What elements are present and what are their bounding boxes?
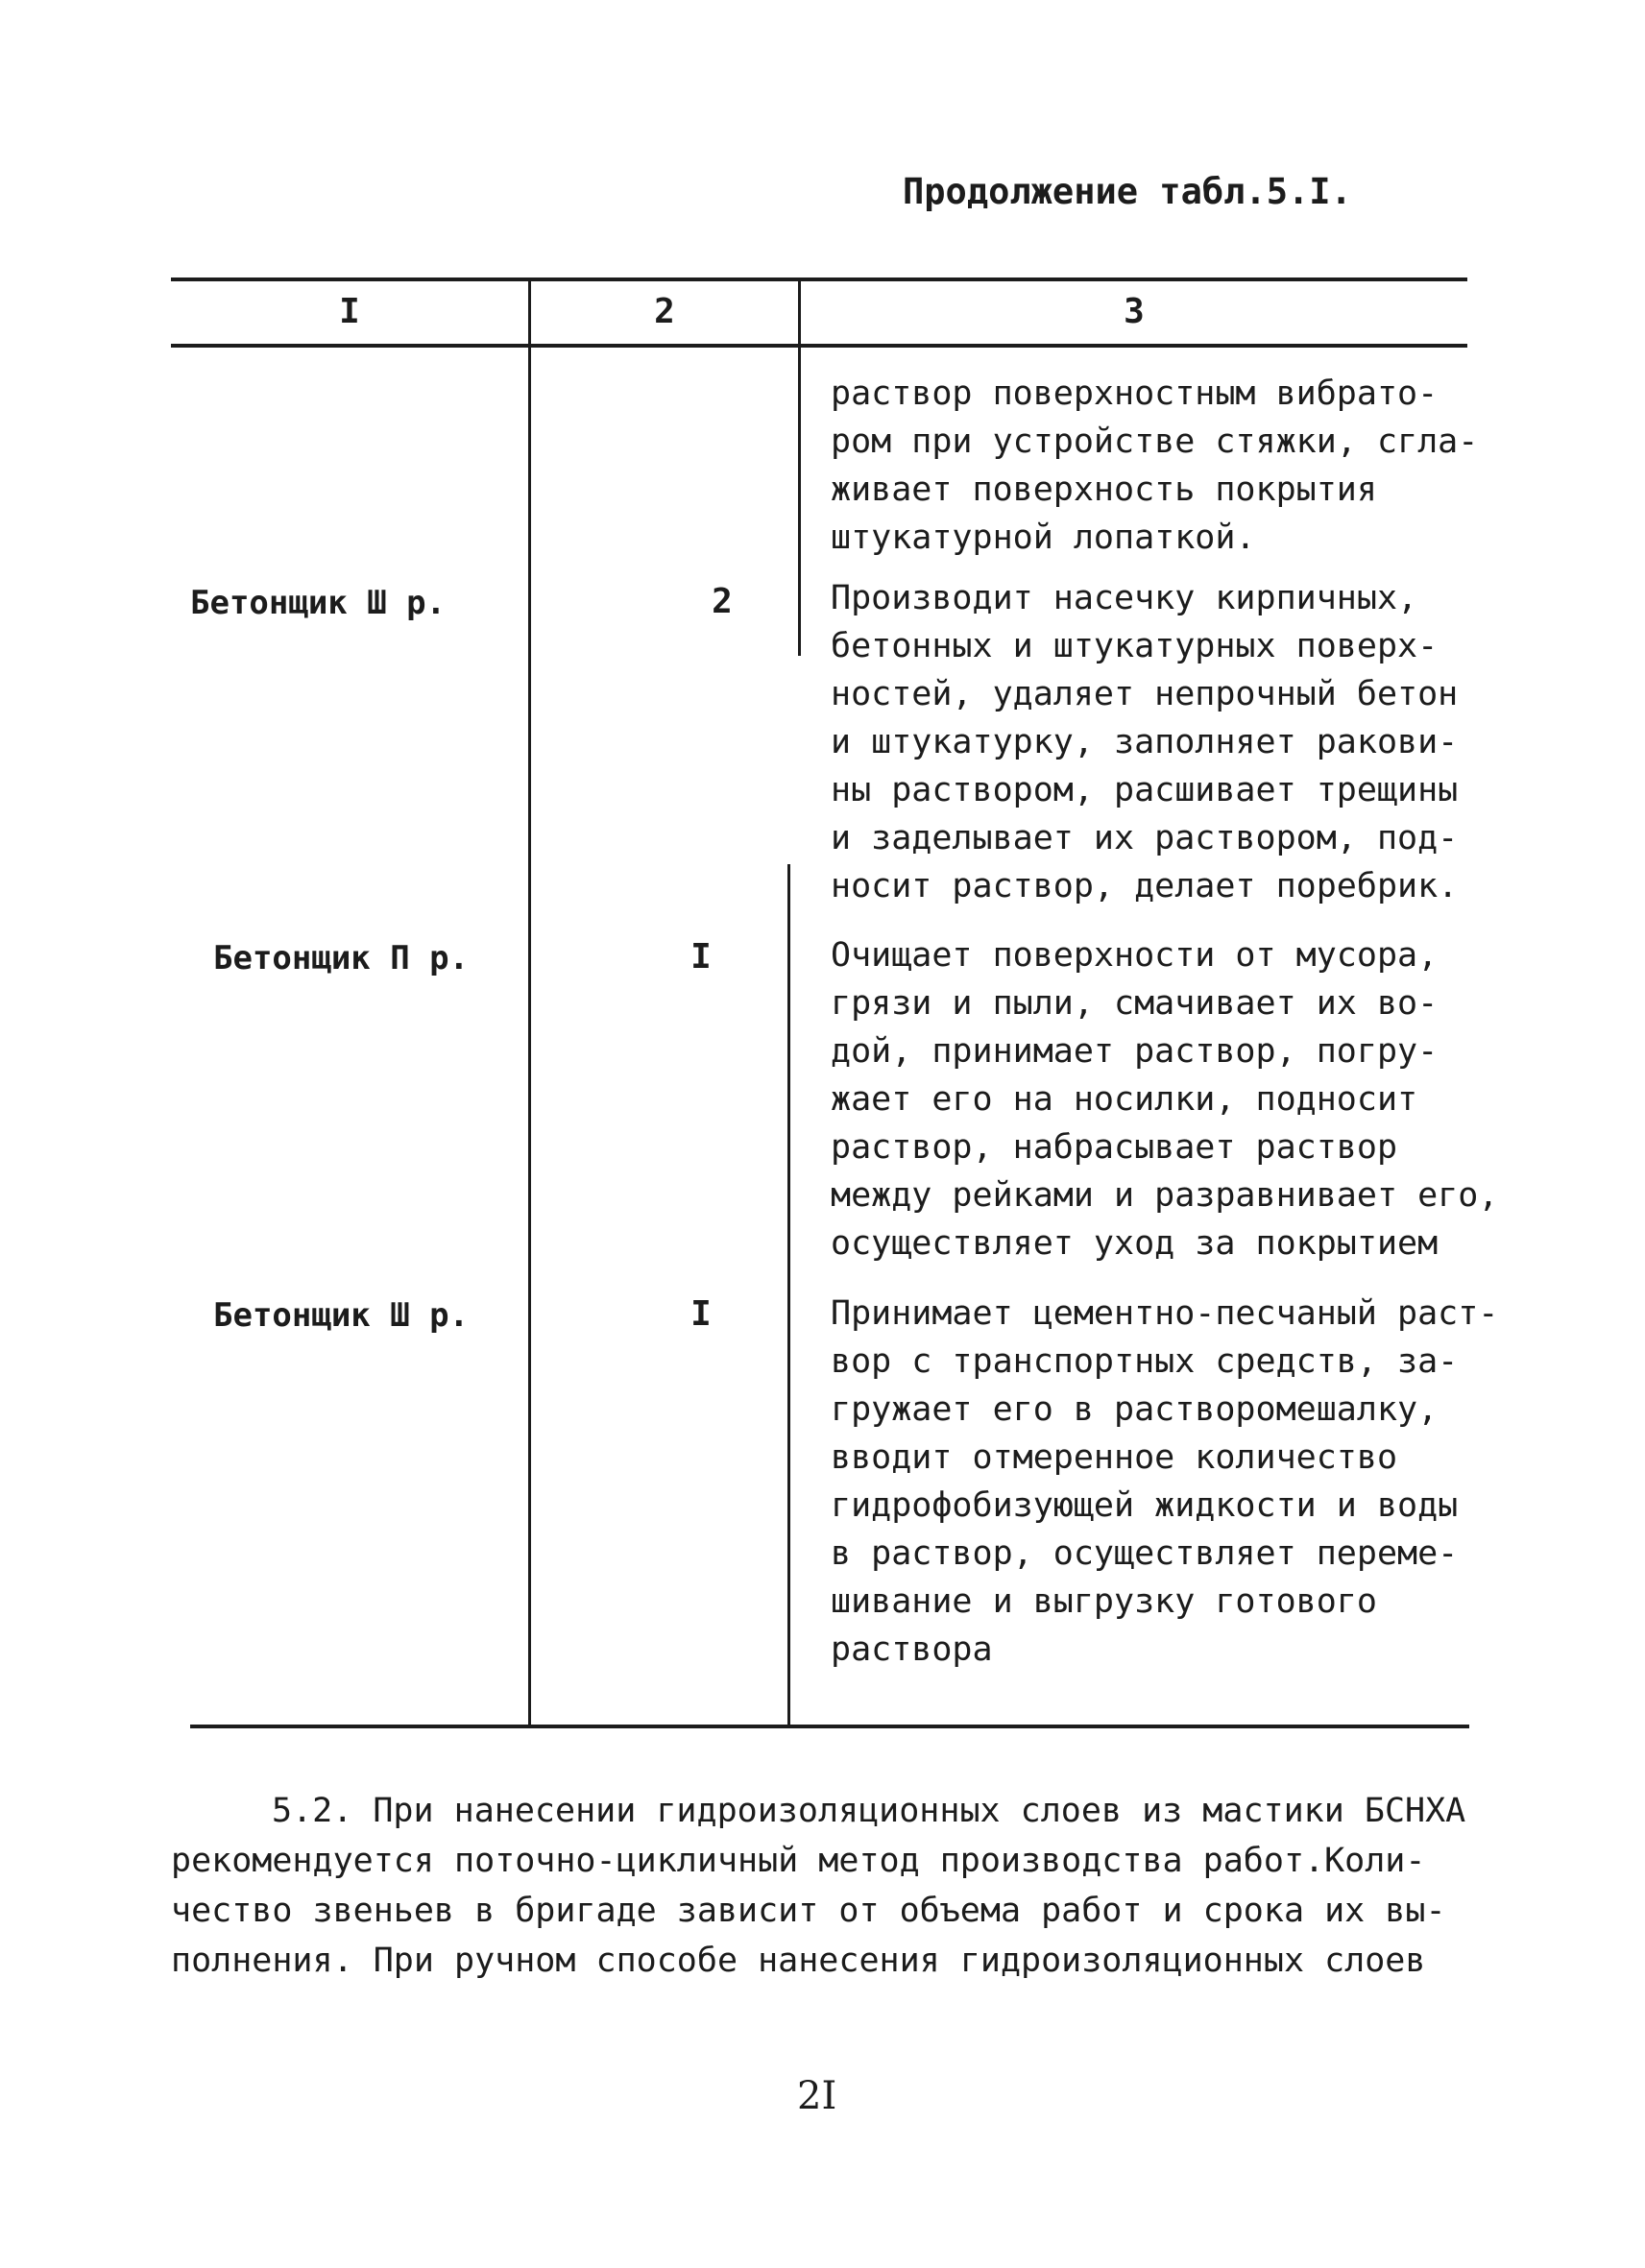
row-0-description	[831, 370, 1478, 562]
header-col-1: I	[339, 292, 360, 331]
row-2-line-0: Очищает поверхности от мусора,	[831, 936, 1439, 975]
table-bottom-rule	[190, 1725, 1469, 1728]
table-caption: Продолжение табл.5.I.	[903, 171, 1352, 212]
row-3-role: Бетонщик Ш р.	[213, 1296, 470, 1335]
row-1-line-2: ностей, удаляет непрочный бетон	[831, 675, 1459, 713]
row-2-description	[831, 931, 1498, 1267]
row-1-description	[831, 574, 1458, 910]
row-1-line-6: носит раствор, делает поребрик.	[831, 867, 1459, 905]
column-divider-2-bottom	[787, 864, 790, 1726]
row-3-line-5: в раствор, осуществляет переме-	[831, 1534, 1459, 1573]
paragraph-line-1: рекомендуется поточно-цикличный метод производства работ.Коли-	[171, 1842, 1426, 1880]
row-3-line-7: раствора	[831, 1630, 993, 1669]
row-3-line-2: гружает его в растворомешалку,	[831, 1390, 1439, 1429]
row-2-line-1: грязи и пыли, смачивает их во-	[831, 984, 1439, 1023]
row-1-line-3: и штукатурку, заполняет ракови-	[831, 723, 1459, 761]
row-3-count: I	[690, 1294, 712, 1334]
header-col-3: 3	[1124, 292, 1145, 331]
row-0-line-1: ром при устройстве стяжки, сгла-	[831, 422, 1479, 461]
row-3-description	[831, 1290, 1498, 1674]
column-divider-1	[528, 281, 531, 1726]
table-top-rule	[171, 277, 1467, 281]
table-header-rule	[171, 344, 1467, 348]
row-0-line-3: штукатурной лопаткой.	[831, 519, 1256, 557]
row-3-line-1: вор с транспортных средств, за-	[831, 1342, 1459, 1381]
row-0-line-0: раствор поверхностным вибрато-	[831, 374, 1439, 413]
paragraph-line-3: полнения. При ручном способе нанесения гидроизоляционных слоев	[171, 1942, 1426, 1980]
row-3-line-4: гидрофобизующей жидкости и воды	[831, 1486, 1459, 1525]
row-3-line-3: вводит отмеренное количество	[831, 1438, 1398, 1477]
row-1-line-4: ны раствором, расшивает трещины	[831, 771, 1459, 809]
paragraph-line-2: чество звеньев в бригаде зависит от объема работ и срока их вы-	[171, 1892, 1446, 1930]
row-1-count: 2	[712, 582, 733, 621]
row-1-line-1: бетонных и штукатурных поверх-	[831, 627, 1439, 665]
column-divider-2-top	[798, 281, 801, 656]
row-3-line-0: Принимает цементно-песчаный раст-	[831, 1294, 1499, 1333]
row-1-role: Бетонщик Ш р.	[190, 584, 447, 622]
row-2-role: Бетонщик П р.	[213, 939, 470, 977]
header-col-2: 2	[654, 292, 675, 331]
row-2-line-4: раствор, набрасывает раствор	[831, 1128, 1398, 1167]
row-2-line-5: между рейками и разравнивает его,	[831, 1176, 1499, 1215]
row-0-line-2: живает поверхность покрытия	[831, 470, 1377, 509]
paragraph-line-0: 5.2. При нанесении гидроизоляционных слоев из мастики БСНХА	[272, 1792, 1466, 1830]
body-paragraph	[171, 1786, 1465, 1986]
row-2-count: I	[690, 937, 712, 977]
row-2-line-2: дой, принимает раствор, погру-	[831, 1032, 1439, 1071]
row-2-line-6: осуществляет уход за покрытием	[831, 1224, 1439, 1263]
row-1-line-0: Производит насечку кирпичных,	[831, 579, 1418, 617]
page-number: 2I	[797, 2074, 837, 2118]
row-2-line-3: жает его на носилки, подносит	[831, 1080, 1418, 1119]
row-3-line-6: шивание и выгрузку готового	[831, 1582, 1377, 1621]
row-1-line-5: и заделывает их раствором, под-	[831, 819, 1459, 857]
